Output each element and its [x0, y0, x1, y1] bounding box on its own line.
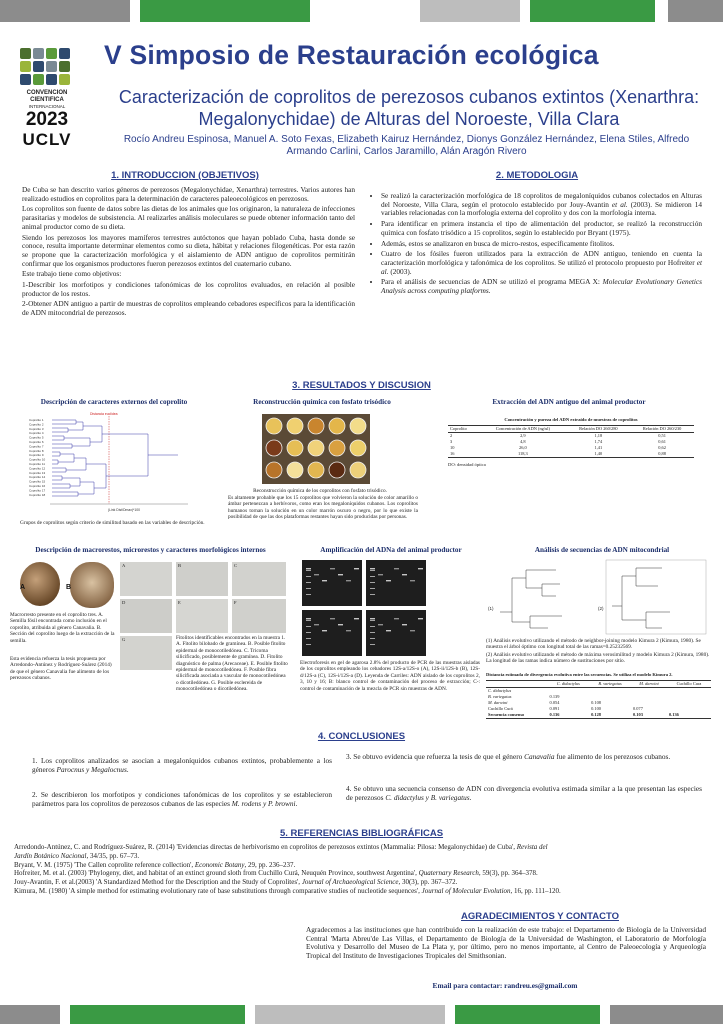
dna-table-block: [448, 417, 694, 467]
gel-band: [330, 618, 335, 619]
gel-band: [306, 568, 311, 569]
gel-ladder-band: [370, 632, 375, 633]
gel-band: [418, 568, 423, 569]
phytolith-label: D: [122, 600, 126, 605]
dendrogram-leaf-label: Coprolito 7: [29, 444, 44, 449]
gel-band: [418, 618, 423, 619]
gel-band: [386, 580, 391, 581]
top-stripe-green-2: [530, 0, 655, 22]
logo-square: [33, 48, 44, 59]
dna-col-header: Relación DO 260/230: [642, 426, 682, 431]
coprolite-section-photo: [70, 562, 114, 608]
logo-square: [59, 61, 70, 72]
dendrogram-labels: [29, 418, 46, 497]
gel-band: [314, 624, 319, 625]
gel-band: [402, 624, 407, 625]
gel-ladder-band: [370, 626, 375, 627]
seq-caption-1: (1) Análisis evolutivo utilizando el método de neighbor-joining modelo Kimura 2 (Kimura, 1980). Se muestra el árbol óptimo con longitud total de las ramas=0.25232569.: [486, 638, 701, 651]
reference-item: Bryant, V. M. (1975) 'The Callen coprolite reference collection', Economic Botany, 29, pp. 236–237.: [14, 860, 296, 869]
poster-title: V Simposio de Restauración ecológica: [104, 40, 599, 70]
vial: [266, 418, 282, 434]
gel-band: [314, 574, 319, 575]
phytolith-photo: [120, 636, 172, 670]
phytolith-label: B: [178, 563, 182, 568]
gel-band: [402, 574, 407, 575]
divergence-table-title: Distancia estimada de divergencia evolutiva entre las secuencias. Se utiliza el modelo Kimura 2.: [486, 672, 673, 677]
gel-ladder-band: [370, 588, 375, 589]
table-row: M. darwini 0.054 0.108: [488, 700, 601, 705]
methods-item: • Para identificar en primera instancia el tipo de alimentación del productor, se realizó la reconstrucción química con fosfato trisódico a 15 coprolitos, según lo establecido por Bryant (1975).: [381, 220, 702, 237]
top-stripe-lightgrey: [420, 0, 520, 22]
convention-logo: [16, 48, 82, 158]
panel-seq-title: Análisis de secuencias de ADN mitocondrial: [534, 546, 670, 554]
logo-square: [20, 61, 31, 72]
bottom-stripe-green-2: [455, 1005, 600, 1024]
dendrogram-leaf-label: Coprolito 5: [29, 435, 44, 440]
phytolith-label: A: [122, 563, 126, 568]
references-heading: 5. REFERENCIAS BIBLIOGRÁFICAS: [279, 828, 444, 839]
tree-tag: (1): [488, 606, 494, 611]
gel-ladder-band: [306, 620, 311, 621]
gel-band: [394, 568, 399, 569]
logo-line1: CONVENCION: [26, 90, 68, 96]
gel-ladder-band: [370, 582, 375, 583]
dendrogram-leaf-label: Coprolito 9: [29, 453, 44, 458]
panel-dendrogram-title: Descripción de caracteres externos del coprolito: [40, 398, 188, 406]
dna-table-header: [448, 425, 694, 432]
phytolith-caption: Fitolitos identificables encontrados en la muestra 1. A. Fitolito bilobado de gramínea. B. Posible fitolito epidermal de monocotiledónea. C. Tricoma silicificado, posiblemente de gramínea. D. Fitolito diagnóstico de palma (Arecaceae). E. Posible fitolito epidermal de monocotiledónea. F. Posible fibra silicificada asociada a vascular de monocotiledónea o dicotiledónea. G. Posible esclereida de monocotiledónea o dicotiledónea.: [176, 635, 288, 693]
gel-band: [322, 630, 327, 631]
phytolith-photo: [176, 562, 228, 596]
bottom-stripe-grey: [0, 1005, 60, 1024]
logo-square: [33, 61, 44, 72]
logo-square: [46, 48, 57, 59]
gel-ladder-band: [306, 588, 311, 589]
vial: [329, 440, 345, 456]
seq-caption-2: (2) Análisis evolutivo utilizando el método de máxima verosimilitud y modelo Kimura 2 (Kimura, 1980). La longitud de las ramas indica número de sustituciones por sitio.: [486, 652, 710, 665]
methods-item: • Cuatro de los fósiles fueron utilizados para la extracción de ADN antiguo, teniendo en cuenta la caracterización morfológica y tafonómica de los coprolitos. Se utilizó el protocolo propuesto por Hofreiter et al. (2003).: [381, 250, 702, 276]
contact-email[interactable]: Email para contactar: randreu.es@gmail.com: [432, 981, 578, 990]
gel-ladder-band: [306, 570, 311, 571]
divergence-table-header: C. didactylus B. variegatus M. darwini Cuchillo Cura: [486, 680, 711, 687]
gel-band: [378, 574, 383, 575]
dendrogram-leaf-label: Coprolito 13: [29, 470, 46, 475]
intro-paragraph: De Cuba se han descrito varios géneros de perezosos (Megalonychidae, Xenarthra) terrestres. Varios autores han realizado estudios en coprolitos para la determinación de caracteres paleoecológicos en perezosos.: [22, 185, 355, 203]
seed-photo-label-a: A: [20, 584, 26, 591]
dna-col-header: Relación DO 260/280: [579, 426, 618, 431]
dna-table-note: DO: densidad óptica: [448, 461, 486, 467]
macro-caption-2: Esta evidencia refuerza la tesis propuesta por Arredondo-Antúnez y Rodríguez-Suárez (2014) de que el género Canavalia fue alimento de los perezosos cubanos.: [10, 656, 112, 682]
gel-ladder-band: [370, 638, 375, 639]
logo-year: 2023: [25, 109, 69, 130]
dendrogram-figure: [28, 410, 218, 516]
coprolite-photo-label-b: B: [66, 584, 72, 591]
logo-square: [46, 61, 57, 72]
dendrogram-leaf-label: Coprolito 3: [29, 426, 44, 431]
phytolith-label: G: [122, 637, 126, 642]
phytolith-photo: [232, 599, 286, 633]
logo-square: [46, 74, 57, 85]
vial: [329, 462, 345, 478]
gel-band: [338, 574, 343, 575]
vial: [287, 440, 303, 456]
conclusion-1: 1. Los coprolitos analizados se asocian a megaloníquidos cubanos extintos, probablemente a los géneros Parocnus y Megalocnus.: [32, 756, 332, 774]
vial: [350, 418, 366, 434]
dendrogram-leaf-label: Coprolito 1: [29, 418, 44, 422]
logo-square: [33, 74, 44, 85]
panel-chemistry-caption-1: Reconstrucción química de los coprolitos con fosfato trisódico.: [253, 488, 387, 494]
results-heading: 3. RESULTADOS Y DISCUSION: [292, 380, 431, 391]
gel-band: [394, 618, 399, 619]
bottom-stripe-lightgrey: [255, 1005, 445, 1024]
dna-col-header: Concentración de ADN (ng/ul): [495, 426, 550, 431]
vial: [350, 462, 366, 478]
gel-band: [330, 568, 335, 569]
methods-heading: 2. METODOLOGIA: [495, 170, 579, 181]
dna-col-header: Coprolito: [450, 426, 467, 431]
gel-band: [386, 630, 391, 631]
poster-subtitle: Caracterización de coprolitos de perezosos cubanos extintos (Xenarthra: Megalonychidae) de Alturas del Noroeste, Villa Clara: [118, 87, 700, 129]
gel-band: [338, 624, 343, 625]
phylogenetic-trees: [486, 558, 714, 636]
reference-item: Arredondo-Antúnez, C. and Rodríguez-Suárez, R. (2014) 'Evidencias directas de herbivorismo en coprolitos de perezosos extintos (Mammalia: Pilosa: Megalonychidae) de Cuba', Revista del: [14, 843, 548, 851]
dendrogram-leaf-label: Coprolito 15: [29, 479, 46, 484]
phytolith-label: F: [234, 600, 237, 605]
table-row: 3 4,8 1,74 0,61: [450, 439, 666, 444]
phytolith-photo: [176, 599, 228, 633]
gel-ladder-band: [306, 644, 311, 645]
intro-paragraph: 2-Obtener ADN antiguo a partir de muestras de coprolitos empleando cebadores específicos para la identificación de ADN mitocondrial de perezosos.: [22, 299, 355, 318]
table-row: C. didactylus: [488, 688, 512, 693]
tree-tag: (2): [598, 606, 604, 611]
bottom-stripe-grey-2: [610, 1005, 723, 1024]
gel-band: [306, 618, 311, 619]
dendrogram-xlabel: (Link Dist/Dmax)*100: [108, 508, 141, 512]
dendrogram-leaf-label: Coprolito 14: [29, 475, 46, 480]
phytolith-label: E: [178, 600, 181, 605]
dendrogram-leaf-label: Coprolito 4: [29, 431, 44, 436]
phytolith-label: C: [234, 563, 238, 568]
phytolith-photo: [120, 562, 172, 596]
dendrogram-leaf-label: Coprolito 12: [29, 466, 46, 471]
reference-item: Hofreiter, M. et al. (2003) 'Phylogeny, diet, and habitat of an extinct ground sloth from Cuchillo Curá, Neuquén Province, southwest Argentina', Quaternary Research, 59(3), pp. 364–378.: [14, 869, 538, 878]
gel-band: [410, 580, 415, 581]
gel-ladder-band: [370, 594, 375, 595]
logo-square: [20, 48, 31, 59]
poster-authors: Rocío Andreu Espinosa, Manuel A. Soto Fexas, Elizabeth Kairuz Hernández, Dionys González Hernández, Elena Stiles, Alfredo Armando Carlini, Carlos Jaramillo, Alán Aragón Rivero: [123, 134, 690, 157]
vial: [287, 418, 303, 434]
acknowledgements-text: Agradecemos a las instituciones que han contribuido con la realización de este trabajo: el Departamento de Biología de la Universidad Central 'Marta Abreu'de Las Villas, el Departamento de Biología de la Universidad de Washington, el Laboratorio de Morfología Evolutiva y Desarrollo del Museo de La Plata y, por último, pero no menos importante, al Centro de Paleoecología y Arqueología Tropical del Instituto de Investigaciones Tropicales del Smithsonian.: [306, 925, 706, 961]
gel-ladder-band: [306, 638, 311, 639]
logo-line3: INTERNACIONAL: [28, 104, 66, 109]
dendrogram-leaf-label: Coprolito 11: [29, 462, 45, 466]
table-row: 10 26,0 1,41 0,62: [450, 445, 666, 450]
vial: [308, 462, 324, 478]
chemistry-photo: [262, 414, 370, 484]
reference-item: Jardín Botánico Nacional, 34/35, pp. 67–73.: [14, 851, 140, 860]
gel-band: [322, 580, 327, 581]
panel-dendrogram-caption: Grupos de coprolitos según criterio de similitud basado en las variables de descripción.: [20, 520, 205, 526]
gel-electrophoresis-photo: [300, 558, 480, 658]
gel-ladder-band: [306, 632, 311, 633]
dendrogram-leaf-label: Coprolito 10: [29, 457, 46, 462]
vial: [287, 462, 303, 478]
gel-band: [346, 580, 351, 581]
reference-item: Kimura, M. (1980) 'A simple method for estimating evolutionary rate of base substitutions through comparative studies of nucleotide sequences', Journal of Molecular Evolution, 16, pp. 111–120.: [14, 886, 561, 895]
table-row: Cuchillo Curá 0.091 0.100 0.077: [488, 706, 643, 711]
table-row: 2 2,9 1,18 0,51: [448, 432, 694, 439]
table-row: 16 118,3 1,40 0,88: [448, 451, 694, 458]
top-stripe-grey-2: [668, 0, 723, 22]
gel-ladder-band: [370, 620, 375, 621]
panel-macro-title: Descripción de macrorestos, microrestos y caracteres morfológicos internos: [35, 546, 266, 554]
table-row: B. variegatus 0.139: [488, 694, 560, 699]
divergence-table: [486, 680, 711, 719]
intro-heading: 1. INTRODUCCION (OBJETIVOS): [111, 170, 259, 181]
phytolith-photo: [232, 562, 286, 596]
gel-ladder-band: [306, 576, 311, 577]
dendrogram-leaf-label: Coprolito 6: [29, 440, 44, 444]
dendrogram-leaf-label: Coprolito 8: [29, 448, 44, 453]
pcr-caption: Electroforesis en gel de agarosa 2.8% del producto de PCR de las muestras aisladas de los coprolitos empleando los cebadores 12S-a/12S-o (A), 12S-ii/12S-b (B), 12S-d/12S-a (C), 12S-i/12S-a (D). Leyenda de Carriles: ADN aislado de los coprolitos 2, 3, 10 y 16; B: blanco control de contaminación del proceso de extracción; C-: control de contaminación de la mezcla de PCR sin muestras de ADN.: [300, 660, 480, 692]
table-row: Secuencia consenso 0.136 0.128 0.103 0.136: [486, 712, 711, 719]
dendrogram-leaf-label: Coprolito 18: [29, 492, 46, 497]
logo-square: [59, 48, 70, 59]
gel-band: [346, 630, 351, 631]
gel-band: [354, 618, 359, 619]
reference-item: Jouy-Avantin, F. et al.(2003) 'A Standardized Method for the Description and the Study of Coprolites', Journal of Archaeological Science, 30(3), pp. 367–372.: [14, 878, 458, 887]
intro-body: [22, 186, 355, 318]
logo-acronym: UCLV: [22, 130, 72, 149]
gel-band: [370, 568, 375, 569]
dna-table-title: Concentración y pureza del ADN extraído de muestras de coprolitos: [504, 417, 638, 422]
logo-square: [20, 74, 31, 85]
gel-band: [354, 568, 359, 569]
gel-band: [370, 618, 375, 619]
dendrogram-leaf-label: Coprolito 2: [29, 422, 44, 427]
macro-caption-1: Macrorresto presente en el coprolito tres. A. Semilla fósil encontrada como inclusión en el coprolito, atribuida al género Canavalia. B. Sección del coprolito luego de la extracción de la semilla.: [10, 612, 115, 644]
gel-ladder-band: [370, 570, 375, 571]
vial: [308, 440, 324, 456]
methods-item: • Además, estos se analizaron en busca de micro-restos, específicamente fitolitos.: [381, 240, 702, 249]
intro-paragraph: Los coprolitos son fuente de datos sobre las dietas de los animales que los originaron, la naturaleza de infecciones parasitarias y modelos de subsistencia. Al realizarles análisis moleculares se puede obtener información tanto del animal productor como de su dieta.: [22, 204, 355, 231]
logo-square: [59, 74, 70, 85]
vial: [266, 440, 282, 456]
gel-band: [410, 630, 415, 631]
vial: [350, 440, 366, 456]
acknowledgements-heading: AGRADECIMIENTOS Y CONTACTO: [461, 911, 619, 922]
methods-item: • Para el análisis de secuencias de ADN se utilizó el programa MEGA X: Molecular Evolutionary Genetics Analysis across computing platforms.: [381, 278, 702, 295]
intro-paragraph: Este trabajo tiene como objetivos:: [22, 269, 122, 279]
gel-band: [378, 624, 383, 625]
divergence-table-block: [486, 672, 711, 719]
references-list: [14, 843, 714, 896]
dna-table: [448, 425, 694, 458]
panel-pcr-title: Amplificación del ADNa del animal productor: [320, 546, 462, 554]
gel-ladder-band: [370, 576, 375, 577]
phytolith-photo: [120, 599, 172, 633]
vial: [308, 418, 324, 434]
gel-ladder-band: [370, 644, 375, 645]
conclusion-2: 2. Se describieron los morfotipos y condiciones tafonómicas de los coprolitos y se establecieron parámetros para los coprolitos de perezosos cubanos de las especies M. rodens y P. browni.: [32, 790, 332, 808]
conclusion-3: 3. Se obtuvo evidencia que refuerza la tesis de que el género Canavalia fue alimento de los perezosos cubanos.: [346, 752, 671, 761]
vial: [329, 418, 345, 434]
gel-ladder-band: [306, 626, 311, 627]
dendrogram-leaf-label: Coprolito 17: [29, 488, 46, 493]
bottom-stripe-green: [70, 1005, 245, 1024]
panel-chemistry-caption-2: Es altamente probable que los 15 coprolitos que volvieron la solución de color amarillo o ámbar pertenezcan a herbívoros, como eran los megaloníquidos cubanos. Los coprolitos humanos tornan la solución en un color marrón oscuro o negro, por lo que existe la posibilidad de que las dos plataformas restantes hayan sido producidas por personas.: [228, 495, 418, 521]
conclusions-heading: 4. CONCLUSIONES: [317, 731, 406, 742]
panel-dna-title: Extracción del ADN antiguo del animal productor: [492, 398, 646, 406]
intro-paragraph: Siendo los perezosos los mayores mamíferos terrestres autóctonos que hayan poblado Cuba, hasta donde se conoce, resulta importante determinar elementos como su dieta, hábitat y relaciones filogenéticas. Por esta razón se propone que la caracterización morfológica y el aislamiento de ADN antiguo de coprolitos permitirán confirmar que los organismos productores fueron perezosos extintos del cuaternario cubano.: [22, 232, 355, 268]
top-stripe-grey: [0, 0, 130, 22]
dendrogram-leaf-label: Coprolito 16: [29, 484, 46, 488]
dendrogram-title: Distancia euclidea: [90, 412, 118, 416]
gel-ladder-band: [306, 594, 311, 595]
panel-chemistry-title: Reconstrucción química con fosfato trisódico: [253, 398, 391, 406]
vial: [266, 462, 282, 478]
intro-paragraph: 1-Describir los morfotipos y condiciones tafonómicas de los coprolitos evaluados, en relación al posible productor de los restos.: [22, 280, 355, 298]
conclusion-4: 4. Se obtuvo una secuencia consenso de ADN con divergencia evolutiva estimada similar a la que presentan las especies de perezosos C. didactylus y B. variegatus.: [346, 784, 702, 802]
top-stripe-green: [140, 0, 310, 22]
logo-line2: CIENTIFICA: [30, 97, 64, 103]
gel-ladder-band: [306, 582, 311, 583]
methods-item: • Se realizó la caracterización morfológica de 18 coprolitos de megaloníquidos cubanos colectados en Alturas del Noroeste, Villa Clara, según el protocolo establecido por Jouy-Avantin et al. (2003). Se midieron 14 variables relacionadas con la morfología externa del coprolito y dos con la morfología interna.: [381, 192, 702, 218]
seed-photo: [20, 562, 60, 606]
methods-list: [372, 192, 702, 298]
